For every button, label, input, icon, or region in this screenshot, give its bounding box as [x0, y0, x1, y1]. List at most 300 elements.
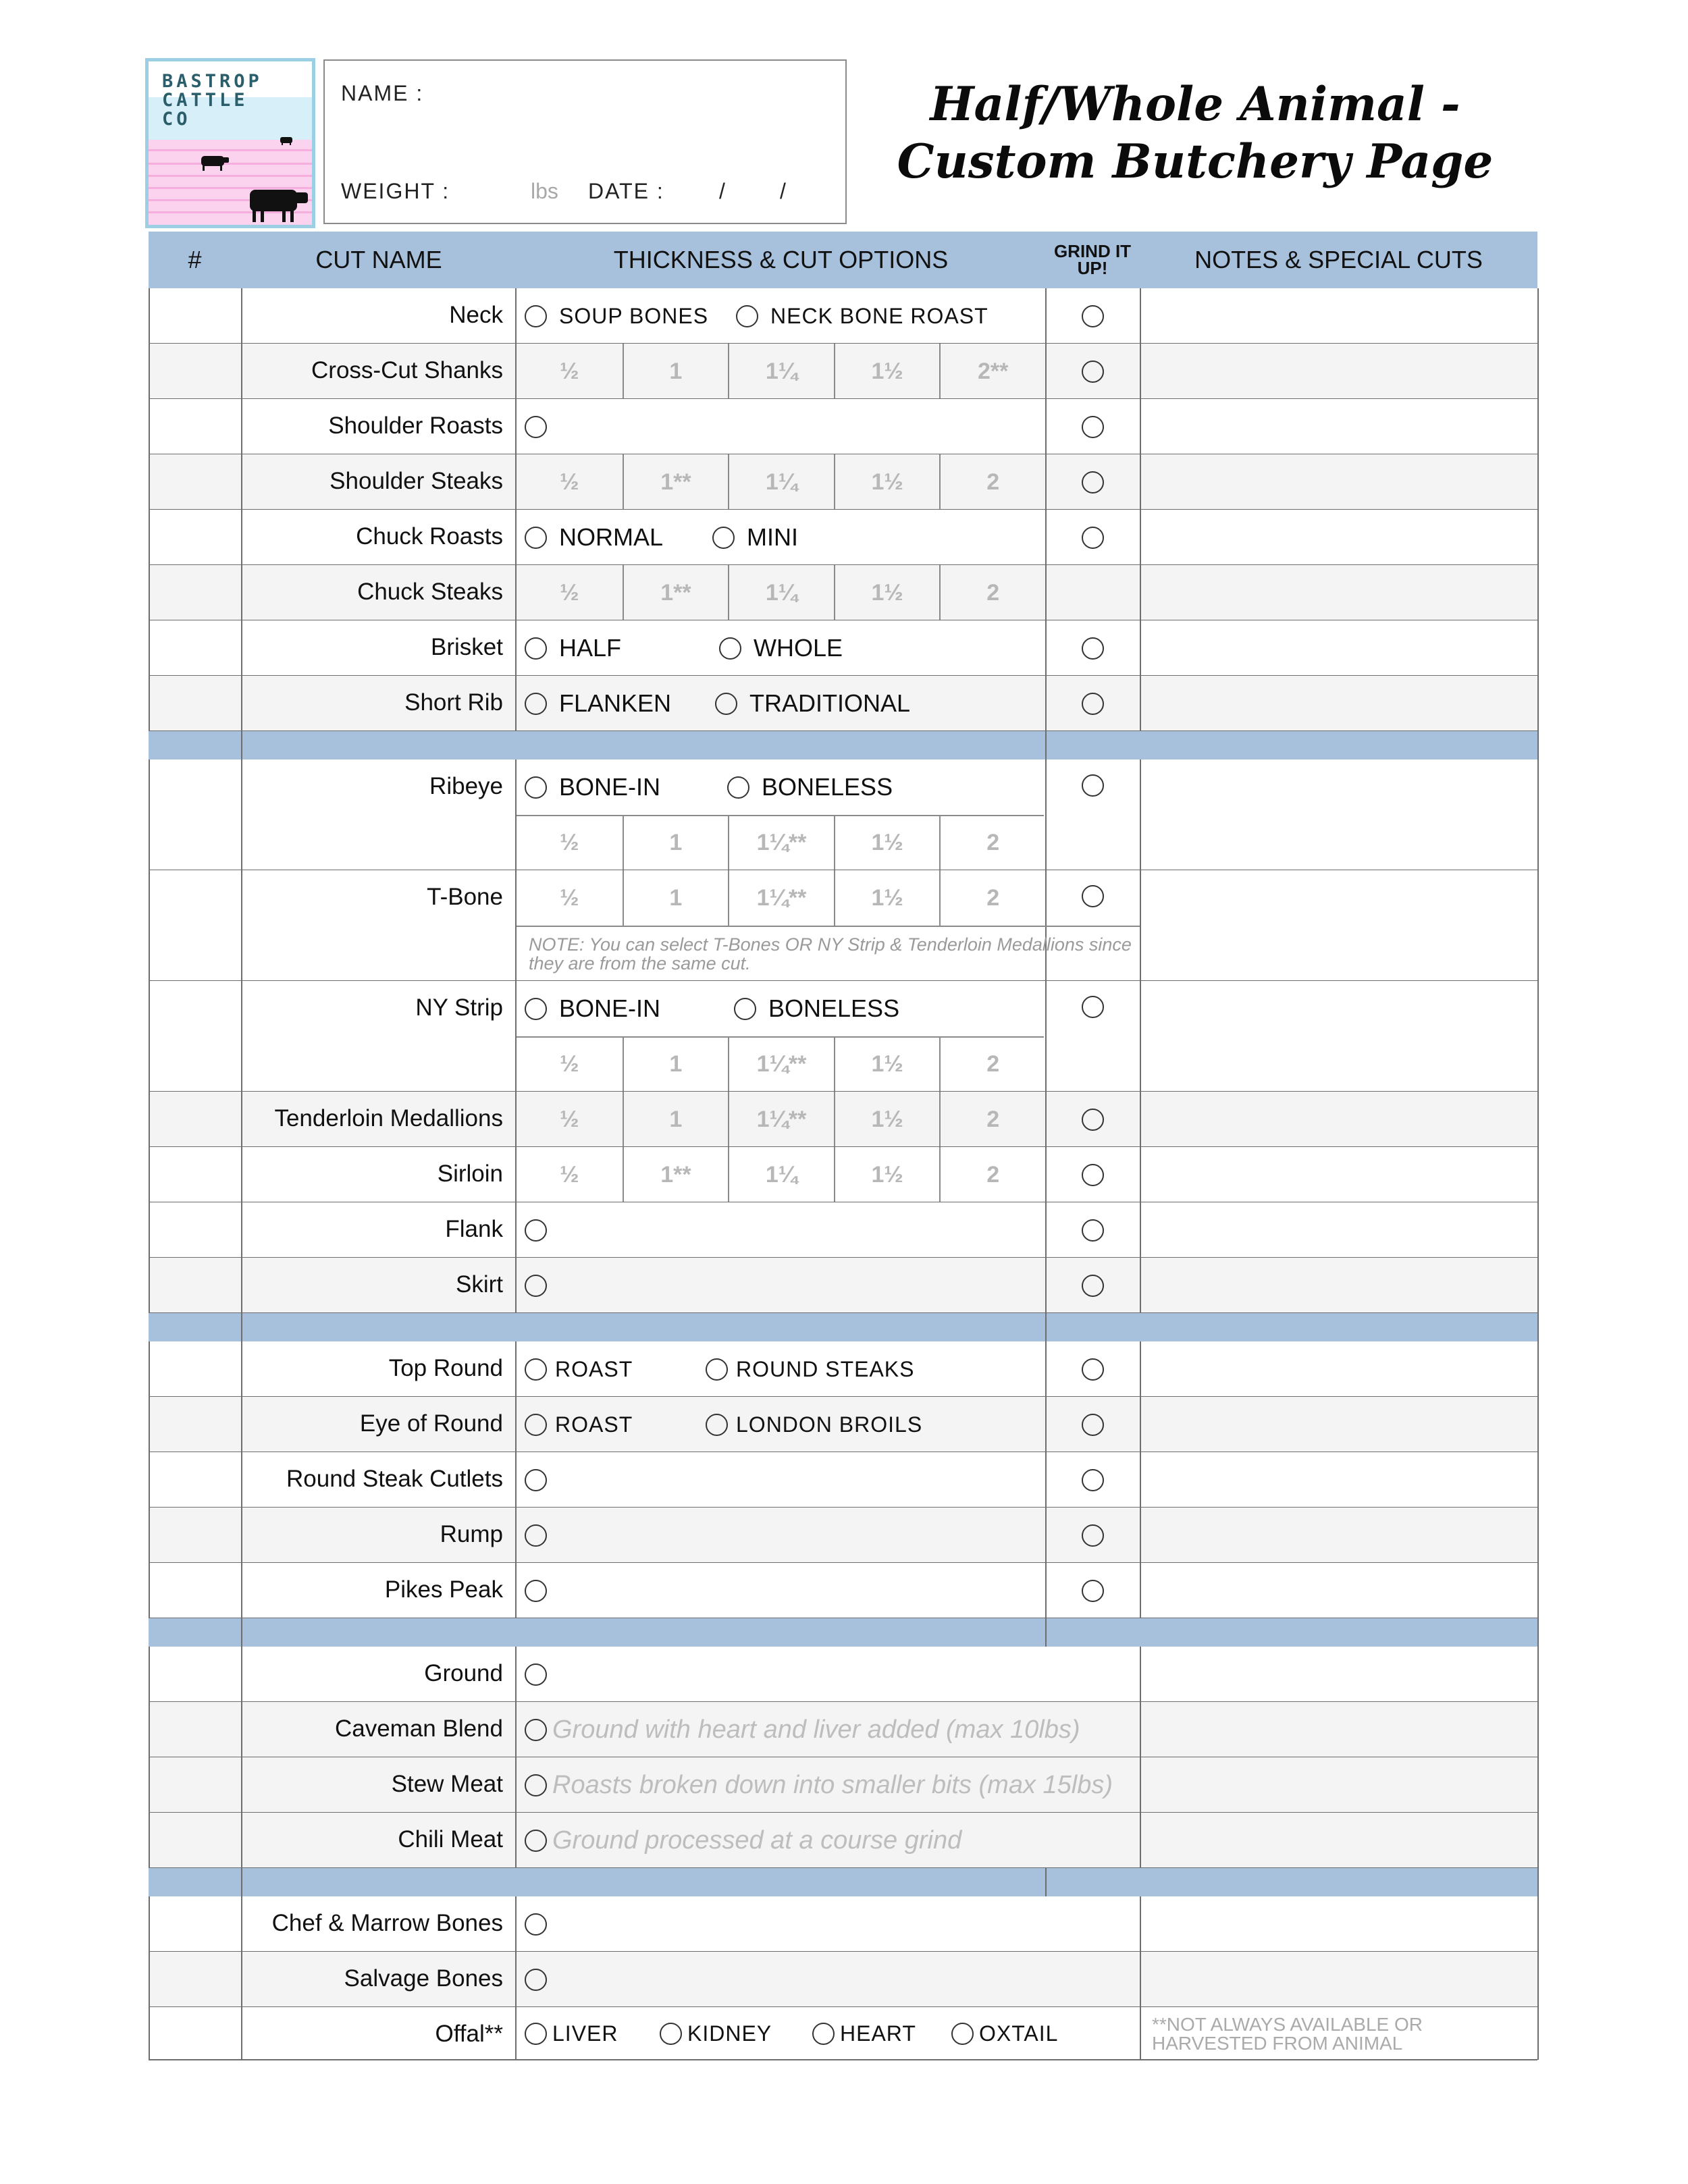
- option-select[interactable]: [525, 1275, 547, 1297]
- row-number-cell[interactable]: [149, 1341, 241, 1397]
- option-oxtail[interactable]: [951, 2023, 1058, 2045]
- grind-radio[interactable]: [1082, 416, 1104, 438]
- table-divider: [1045, 565, 1047, 620]
- radio-circle-icon[interactable]: [525, 693, 547, 715]
- table-divider: [1537, 1868, 1539, 1896]
- table-divider: [1537, 1757, 1539, 1813]
- notes-cell-caveman[interactable]: [1140, 1702, 1537, 1757]
- table-divider: [1045, 344, 1047, 399]
- thickness-option[interactable]: 1: [623, 1092, 729, 1147]
- thickness-option[interactable]: ½: [560, 1050, 579, 1077]
- radio-circle-icon[interactable]: [706, 1358, 728, 1381]
- option-label: HALF: [559, 634, 622, 662]
- table-divider: [1045, 1092, 1047, 1147]
- thickness-option[interactable]: ½: [560, 469, 579, 495]
- thickness-option[interactable]: ½: [560, 579, 579, 606]
- cut-name-round_cutlets: Round Steak Cutlets: [241, 1452, 517, 1508]
- cut-name-shanks: Cross-Cut Shanks: [241, 344, 517, 399]
- column-header-num: #: [149, 232, 241, 288]
- grind-radio[interactable]: [1082, 885, 1104, 907]
- thickness-option[interactable]: 1¼: [728, 1147, 834, 1202]
- thickness-option[interactable]: 1**: [623, 1147, 729, 1202]
- offal-note: **NOT ALWAYS AVAILABLE OR HARVESTED FROM ANIMAL: [1152, 2014, 1423, 2054]
- section-band: [149, 1313, 1537, 1341]
- table-divider: [1537, 1702, 1539, 1757]
- radio-circle-icon[interactable]: [525, 776, 547, 799]
- option-caveman[interactable]: [525, 1715, 1080, 1744]
- column-header-notes: NOTES & SPECIAL CUTS: [1140, 232, 1537, 288]
- thickness-option[interactable]: 1¼**: [728, 815, 834, 870]
- table-divider: [1537, 1618, 1539, 1647]
- thickness-option[interactable]: 1: [623, 1036, 729, 1092]
- table-divider: [1537, 1563, 1539, 1618]
- grind-radio[interactable]: [1082, 1524, 1104, 1547]
- option-soup_bones[interactable]: [525, 305, 708, 327]
- weight-label: WEIGHT :: [341, 179, 450, 203]
- option-select[interactable]: [525, 1219, 547, 1242]
- cut-name-tbone: T-Bone: [241, 870, 517, 981]
- option-roast[interactable]: [525, 1414, 633, 1436]
- table-divider: [1045, 1452, 1047, 1508]
- cut-name-ny_strip: NY Strip: [241, 981, 517, 1092]
- cut-name-offal: Offal**: [241, 2007, 517, 2060]
- table-divider: [1045, 454, 1047, 510]
- notes-cell-pikes_peak[interactable]: [1140, 1563, 1537, 1618]
- thickness-option[interactable]: 2: [939, 565, 1045, 620]
- notes-cell-skirt[interactable]: [1140, 1258, 1537, 1313]
- table-divider: [149, 2059, 1537, 2060]
- notes-cell-chuck_roasts[interactable]: [1140, 510, 1537, 565]
- thickness-option[interactable]: ½: [560, 1161, 579, 1188]
- option-label: MINI: [747, 523, 798, 551]
- customer-info-box: [323, 59, 847, 224]
- table-divider: [1045, 760, 1047, 870]
- notes-cell-shoulder_steaks[interactable]: [1140, 454, 1537, 510]
- option-select[interactable]: [525, 1663, 547, 1686]
- thickness-option[interactable]: 1½: [834, 1092, 940, 1147]
- thickness-option[interactable]: 1: [623, 815, 729, 870]
- thickness-option[interactable]: 2: [939, 454, 1045, 510]
- column-header-cut: CUT NAME: [241, 232, 517, 288]
- row-number-cell[interactable]: [149, 1092, 241, 1147]
- radio-circle-icon[interactable]: [525, 1774, 547, 1796]
- table-divider: [1537, 760, 1539, 870]
- table-divider: [1045, 1508, 1047, 1563]
- table-divider: [1045, 1618, 1047, 1647]
- cut-name-shoulder_roasts: Shoulder Roasts: [241, 399, 517, 454]
- table-divider: [1537, 731, 1539, 760]
- cut-name-pikes_peak: Pikes Peak: [241, 1563, 517, 1618]
- radio-circle-icon[interactable]: [715, 693, 737, 715]
- grind-radio[interactable]: [1082, 1219, 1104, 1242]
- thickness-option[interactable]: ½: [560, 1106, 579, 1132]
- notes-cell-flank[interactable]: [1140, 1202, 1537, 1258]
- thickness-option[interactable]: 1¼: [728, 344, 834, 399]
- grind-radio[interactable]: [1082, 1275, 1104, 1297]
- radio-circle-icon[interactable]: [727, 776, 749, 799]
- radio-circle-icon[interactable]: [525, 1219, 547, 1242]
- notes-cell-round_cutlets[interactable]: [1140, 1452, 1537, 1508]
- option-half[interactable]: [525, 634, 622, 662]
- thickness-option[interactable]: 1½: [834, 454, 940, 510]
- table-divider: [1537, 1341, 1539, 1397]
- cut-name-eye_round: Eye of Round: [241, 1397, 517, 1452]
- table-divider: [241, 731, 242, 760]
- thickness-option[interactable]: 1¼: [728, 565, 834, 620]
- cut-name-rump: Rump: [241, 1508, 517, 1563]
- table-divider: [1537, 565, 1539, 620]
- option-label: BONELESS: [762, 773, 893, 801]
- row-number-cell[interactable]: [149, 1702, 241, 1757]
- thickness-option[interactable]: 1¼: [728, 454, 834, 510]
- radio-circle-icon[interactable]: [525, 1414, 547, 1436]
- radio-circle-icon[interactable]: [719, 637, 741, 660]
- option-label: NORMAL: [559, 523, 664, 551]
- option-london_broils[interactable]: [706, 1414, 922, 1436]
- cut-name-stew: Stew Meat: [241, 1757, 517, 1813]
- radio-circle-icon[interactable]: [525, 305, 547, 327]
- notes-cell-shanks[interactable]: [1140, 344, 1537, 399]
- option-bone_in[interactable]: [525, 994, 661, 1022]
- notes-cell-salvage[interactable]: [1140, 1952, 1537, 2007]
- option-description[interactable]: Roasts broken down into smaller bits (max 15lbs): [552, 1770, 1113, 1799]
- option-select[interactable]: [525, 416, 547, 438]
- radio-circle-icon[interactable]: [525, 637, 547, 660]
- radio-circle-icon[interactable]: [712, 527, 735, 549]
- date-label: DATE :: [588, 179, 664, 203]
- row-number-cell[interactable]: [149, 344, 241, 399]
- grind-radio[interactable]: [1082, 471, 1104, 494]
- option-select[interactable]: [525, 1524, 547, 1547]
- row-number-cell[interactable]: [149, 1647, 241, 1702]
- thickness-option[interactable]: ½: [560, 884, 579, 911]
- cut-name-short_rib: Short Rib: [241, 676, 517, 731]
- grind-radio[interactable]: [1082, 774, 1104, 797]
- tbone-note: NOTE: You can select T-Bones OR NY Strip & Tenderloin Medallions since they are from the same cut.: [529, 934, 1132, 974]
- thickness-option[interactable]: 1**: [623, 565, 729, 620]
- notes-cell-tbone[interactable]: [1140, 870, 1537, 981]
- thickness-option[interactable]: 2: [939, 1036, 1045, 1092]
- row-number-cell[interactable]: [149, 760, 241, 870]
- notes-cell-sirloin[interactable]: [1140, 1147, 1537, 1202]
- option-boneless[interactable]: [734, 994, 900, 1022]
- thickness-option[interactable]: 1½: [834, 815, 940, 870]
- cut-name-tenderloin: Tenderloin Medallions: [241, 1092, 517, 1147]
- option-select[interactable]: [525, 1469, 547, 1491]
- weight-unit: lbs: [531, 179, 558, 203]
- option-normal[interactable]: [525, 523, 664, 551]
- thickness-option[interactable]: 2: [939, 815, 1045, 870]
- option-label: KIDNEY: [687, 2021, 772, 2046]
- cut-name-chuck_steaks: Chuck Steaks: [241, 565, 517, 620]
- cut-name-shoulder_steaks: Shoulder Steaks: [241, 454, 517, 510]
- radio-circle-icon[interactable]: [525, 2023, 547, 2045]
- thickness-option[interactable]: 1½: [834, 870, 940, 926]
- radio-circle-icon[interactable]: [525, 527, 547, 549]
- row-number-cell[interactable]: [149, 981, 241, 1092]
- option-select[interactable]: [525, 1913, 547, 1936]
- option-round_steaks[interactable]: [706, 1358, 914, 1381]
- radio-circle-icon[interactable]: [525, 998, 547, 1020]
- table-divider: [1045, 620, 1047, 676]
- notes-cell-chuck_steaks[interactable]: [1140, 565, 1537, 620]
- grind-radio[interactable]: [1082, 1414, 1104, 1436]
- row-number-cell[interactable]: [149, 1397, 241, 1452]
- notes-cell-shoulder_roasts[interactable]: [1140, 399, 1537, 454]
- option-description[interactable]: Ground processed at a course grind: [552, 1826, 962, 1855]
- option-chili[interactable]: [525, 1826, 962, 1855]
- notes-cell-top_round[interactable]: [1140, 1341, 1537, 1397]
- row-number-cell[interactable]: [149, 1896, 241, 1952]
- thickness-option[interactable]: 2: [939, 1147, 1045, 1202]
- table-divider: [1045, 1258, 1047, 1313]
- option-bone_in[interactable]: [525, 773, 661, 801]
- row-number-cell[interactable]: [149, 1147, 241, 1202]
- option-label: LIVER: [552, 2021, 618, 2046]
- option-liver[interactable]: [525, 2023, 618, 2045]
- column-header-grind: GRIND IT UP!: [1045, 232, 1140, 288]
- radio-circle-icon[interactable]: [660, 2023, 682, 2045]
- row-number-cell[interactable]: [149, 1202, 241, 1258]
- radio-circle-icon[interactable]: [525, 1913, 547, 1936]
- radio-circle-icon[interactable]: [525, 1358, 547, 1381]
- row-number-cell[interactable]: [149, 1813, 241, 1868]
- radio-circle-icon[interactable]: [525, 1275, 547, 1297]
- cut-name-flank: Flank: [241, 1202, 517, 1258]
- radio-circle-icon[interactable]: [525, 1830, 547, 1852]
- table-divider: [1537, 1147, 1539, 1202]
- thickness-option[interactable]: 1¼**: [728, 870, 834, 926]
- cut-name-neck: Neck: [241, 288, 517, 344]
- thickness-option[interactable]: 2**: [939, 344, 1045, 399]
- table-divider: [1537, 399, 1539, 454]
- table-divider: [1045, 1202, 1047, 1258]
- grind-radio[interactable]: [1082, 1358, 1104, 1381]
- thickness-option[interactable]: 2: [939, 870, 1045, 926]
- option-traditional[interactable]: [715, 689, 911, 717]
- thickness-option[interactable]: ½: [560, 829, 579, 855]
- column-header-options: THICKNESS & CUT OPTIONS: [517, 232, 1045, 288]
- table-divider: [1537, 1952, 1539, 2007]
- title-line-2: Custom Butchery Page: [897, 134, 1494, 189]
- row-number-cell[interactable]: [149, 1452, 241, 1508]
- notes-cell-ribeye[interactable]: [1140, 760, 1537, 870]
- thickness-option[interactable]: 1¼**: [728, 1036, 834, 1092]
- notes-cell-stew[interactable]: [1140, 1757, 1537, 1813]
- table-divider: [1537, 620, 1539, 676]
- table-divider: [1537, 454, 1539, 510]
- option-kidney[interactable]: [660, 2023, 772, 2045]
- grind-radio[interactable]: [1082, 305, 1104, 327]
- logo: [145, 58, 315, 228]
- row-number-cell[interactable]: [149, 288, 241, 344]
- option-description[interactable]: Ground with heart and liver added (max 10lbs): [552, 1715, 1080, 1744]
- thickness-option[interactable]: 1½: [834, 1147, 940, 1202]
- thickness-option[interactable]: 1**: [623, 454, 729, 510]
- table-divider: [1045, 1313, 1047, 1341]
- radio-circle-icon[interactable]: [734, 998, 756, 1020]
- option-neck_roast[interactable]: [736, 305, 988, 327]
- notes-cell-chef_bones[interactable]: [1140, 1896, 1537, 1952]
- row-number-cell[interactable]: [149, 620, 241, 676]
- table-divider: [1045, 981, 1047, 1092]
- row-number-cell[interactable]: [149, 1757, 241, 1813]
- notes-cell-eye_round[interactable]: [1140, 1397, 1537, 1452]
- grind-radio[interactable]: [1082, 996, 1104, 1018]
- cut-name-sirloin: Sirloin: [241, 1147, 517, 1202]
- table-divider: [1045, 288, 1047, 344]
- option-label: WHOLE: [754, 634, 843, 662]
- table-divider: [1537, 1452, 1539, 1508]
- table-divider: [241, 1868, 242, 1896]
- option-select[interactable]: [525, 1580, 547, 1602]
- table-divider: [1537, 1258, 1539, 1313]
- grind-radio[interactable]: [1082, 1580, 1104, 1602]
- row-number-cell[interactable]: [149, 1258, 241, 1313]
- table-divider: [1537, 288, 1539, 344]
- table-divider: [1537, 1202, 1539, 1258]
- table-divider: [1045, 399, 1047, 454]
- table-divider: [1537, 1813, 1539, 1868]
- row-number-cell[interactable]: [149, 510, 241, 565]
- notes-cell-tenderloin[interactable]: [1140, 1092, 1537, 1147]
- radio-circle-icon[interactable]: [525, 1469, 547, 1491]
- date-separator: /: [719, 179, 725, 203]
- notes-cell-neck[interactable]: [1140, 288, 1537, 344]
- notes-cell-ny_strip[interactable]: [1140, 981, 1537, 1092]
- notes-cell-ground[interactable]: [1140, 1647, 1537, 1702]
- radio-circle-icon[interactable]: [736, 305, 758, 327]
- radio-circle-icon[interactable]: [525, 1580, 547, 1602]
- radio-circle-icon[interactable]: [525, 1969, 547, 1991]
- option-mini[interactable]: [712, 523, 798, 551]
- option-roast[interactable]: [525, 1358, 633, 1381]
- row-number-cell[interactable]: [149, 1952, 241, 2007]
- thickness-option[interactable]: 1½: [834, 344, 940, 399]
- cut-name-brisket: Brisket: [241, 620, 517, 676]
- thickness-option[interactable]: 2: [939, 1092, 1045, 1147]
- notes-cell-short_rib[interactable]: [1140, 676, 1537, 731]
- row-number-cell[interactable]: [149, 676, 241, 731]
- option-label: BONE-IN: [559, 773, 661, 801]
- grind-radio[interactable]: [1082, 637, 1104, 660]
- grind-radio[interactable]: [1082, 527, 1104, 549]
- table-divider: [1537, 1647, 1539, 1702]
- table-divider: [1537, 1508, 1539, 1563]
- row-number-cell[interactable]: [149, 2007, 241, 2060]
- cut-name-top_round: Top Round: [241, 1341, 517, 1397]
- cut-name-skirt: Skirt: [241, 1258, 517, 1313]
- option-heart[interactable]: [812, 2023, 916, 2045]
- option-stew[interactable]: [525, 1770, 1113, 1799]
- row-number-cell[interactable]: [149, 1508, 241, 1563]
- radio-circle-icon[interactable]: [706, 1414, 728, 1436]
- table-divider: [1537, 676, 1539, 731]
- title-line-1: Half/Whole Animal -: [930, 77, 1460, 132]
- radio-circle-icon[interactable]: [525, 1663, 547, 1686]
- row-number-cell[interactable]: [149, 870, 241, 981]
- table-divider: [1045, 1341, 1047, 1397]
- name-label: NAME :: [341, 81, 424, 105]
- table-divider: [1537, 1896, 1539, 1952]
- option-label: ROAST: [555, 1412, 633, 1437]
- thickness-option[interactable]: 1½: [834, 565, 940, 620]
- radio-circle-icon[interactable]: [525, 1719, 547, 1741]
- radio-circle-icon[interactable]: [951, 2023, 974, 2045]
- section-band: [149, 731, 1537, 760]
- cut-name-ground: Ground: [241, 1647, 517, 1702]
- table-divider: [1045, 1868, 1047, 1896]
- logo-text-line3: CO: [162, 109, 191, 130]
- grind-radio[interactable]: [1082, 1164, 1104, 1186]
- cut-name-caveman: Caveman Blend: [241, 1702, 517, 1757]
- cow-silhouette-icon: [149, 61, 312, 225]
- option-label: HEART: [840, 2021, 916, 2046]
- option-label: ROAST: [555, 1356, 633, 1381]
- option-flanken[interactable]: [525, 689, 672, 717]
- table-divider: [517, 926, 1140, 927]
- section-band: [149, 1618, 1537, 1647]
- table-divider: [1537, 510, 1539, 565]
- grind-radio[interactable]: [1082, 1469, 1104, 1491]
- thickness-option[interactable]: 1: [623, 344, 729, 399]
- table-divider: [1045, 731, 1047, 760]
- logo-text-line1: BASTROP: [162, 71, 263, 92]
- option-boneless[interactable]: [727, 773, 893, 801]
- grind-radio[interactable]: [1082, 361, 1104, 383]
- table-divider: [1537, 1397, 1539, 1452]
- table-divider: [1537, 1313, 1539, 1341]
- thickness-option[interactable]: 1½: [834, 1036, 940, 1092]
- radio-circle-icon[interactable]: [525, 416, 547, 438]
- table-divider: [1537, 1092, 1539, 1147]
- cut-name-ribeye: Ribeye: [241, 760, 517, 870]
- notes-cell-rump[interactable]: [1140, 1508, 1537, 1563]
- table-divider: [1537, 870, 1539, 981]
- cut-name-chef_bones: Chef & Marrow Bones: [241, 1896, 517, 1952]
- radio-circle-icon[interactable]: [525, 1524, 547, 1547]
- option-whole[interactable]: [719, 634, 843, 662]
- thickness-option[interactable]: 1¼**: [728, 1092, 834, 1147]
- notes-cell-brisket[interactable]: [1140, 620, 1537, 676]
- cut-name-chili: Chili Meat: [241, 1813, 517, 1868]
- option-label: LONDON BROILS: [736, 1412, 923, 1437]
- thickness-option[interactable]: 1: [623, 870, 729, 926]
- logo-text-line2: CATTLE: [162, 90, 248, 111]
- grind-radio[interactable]: [1082, 1109, 1104, 1131]
- table-divider: [241, 1618, 242, 1647]
- table-divider: [1537, 2007, 1539, 2060]
- row-number-cell[interactable]: [149, 565, 241, 620]
- row-number-cell[interactable]: [149, 399, 241, 454]
- table-divider: [1045, 1563, 1047, 1618]
- row-number-cell[interactable]: [149, 454, 241, 510]
- option-select[interactable]: [525, 1969, 547, 1991]
- table-divider: [1537, 981, 1539, 1092]
- option-label: BONELESS: [768, 994, 900, 1022]
- notes-cell-chili[interactable]: [1140, 1813, 1537, 1868]
- radio-circle-icon[interactable]: [812, 2023, 835, 2045]
- grind-radio[interactable]: [1082, 693, 1104, 715]
- cut-name-chuck_roasts: Chuck Roasts: [241, 510, 517, 565]
- option-label: TRADITIONAL: [749, 689, 911, 717]
- table-divider: [1045, 1147, 1047, 1202]
- thickness-option[interactable]: ½: [560, 358, 579, 384]
- option-label: SOUP BONES: [559, 303, 709, 328]
- row-number-cell[interactable]: [149, 1563, 241, 1618]
- table-divider: [1045, 676, 1047, 731]
- table-divider: [1045, 510, 1047, 565]
